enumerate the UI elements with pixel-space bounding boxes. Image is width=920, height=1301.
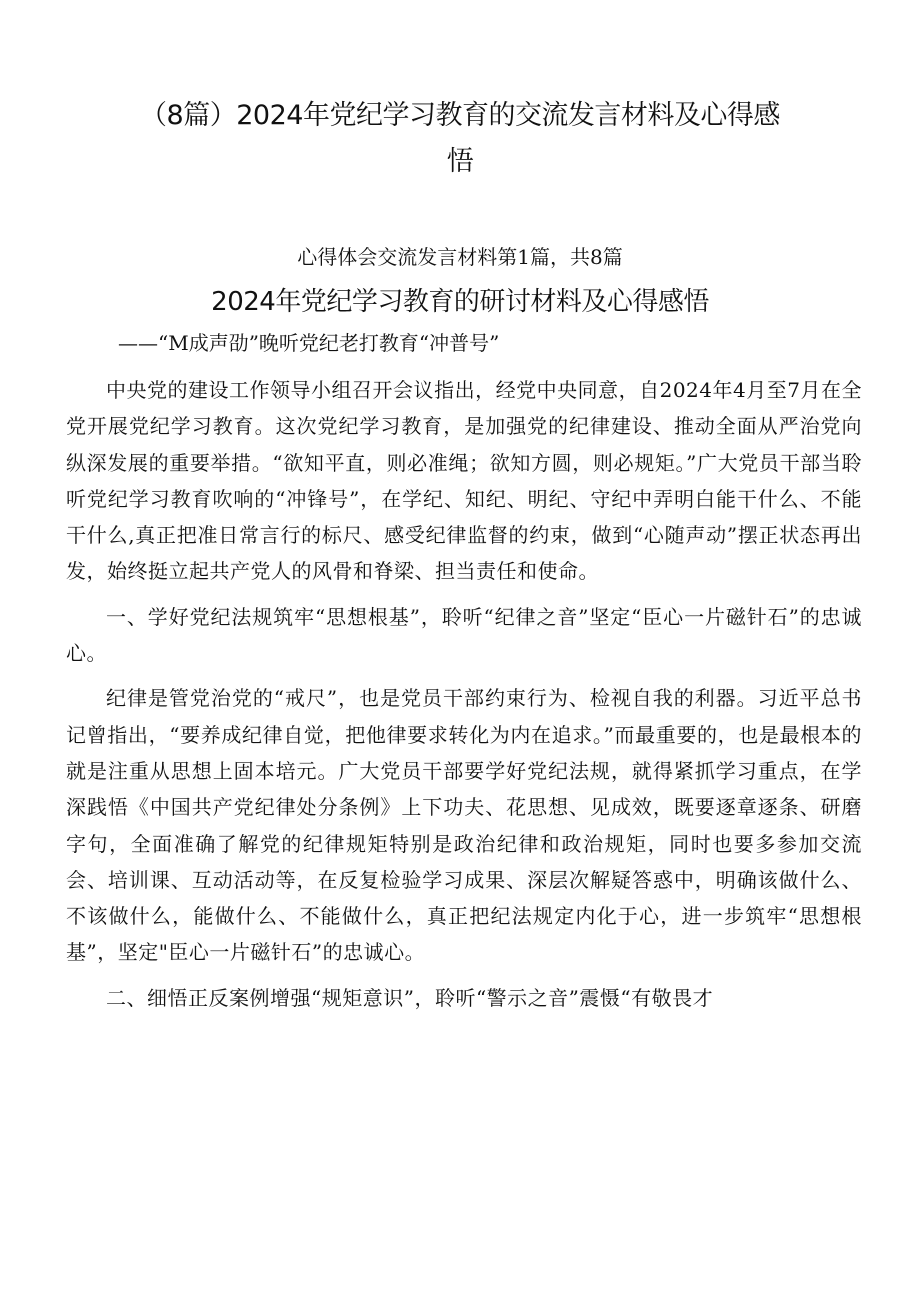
document-title-line-2: 悟 [446, 146, 474, 177]
document-title [100, 93, 820, 185]
article-title: 2024年党纪学习教育的研讨材料及心得感悟 [211, 287, 709, 317]
section-heading-1: 一、学好党纪法规筑牢“思想根基”，聆听“纪律之音”坚定“臣心一片磁针石”的忠诚心。 [66, 604, 862, 666]
section-heading-2: 二、细悟正反案例增强“规矩意识”，聆听“警示之音”震慑“有敬畏才 [106, 985, 714, 1010]
body-paragraph-intro: 中央党的建设工作领导小组召开会议指出，经党中央同意，自2024年4月至7月在全党开展党纪学习教育。这次党纪学习教育，是加强党的纪律建设、推动全面从严治党向纵深发展的重要举措。“欲知平直，则必准绳；欲知方圆，则必规矩。”广大党员干部当聆听党纪学习教育吹响的“冲锋号”，在学纪、知纪、明纪、守纪中弄明白能干什么、不能干什么,真正把准日常言行的标尺、感受纪律监督的约束，做到“心随声动”摆正状态再出发，始终挺立起共产党人的风骨和脊梁、担当责任和使命。 [66, 378, 862, 584]
document-title-line-1: （8篇）2024年党纪学习教育的交流发言材料及心得感 [140, 100, 780, 131]
body-paragraph-1: 纪律是管党治党的“戒尺”，也是党员干部约束行为、检视自我的利器。习近平总书记曾指出，“要养成纪律自觉，把他律要求转化为内在追求。”而最重要的，也是最根本的就是注重从思想上固本培元。广大党员干部要学好党纪法规，就得紧抓学习重点，在学深践悟《中国共产党纪律处分条例》上下功夫、花思想、见成效，既要逐章逐条、研磨字句，全面准确了解党的纪律规矩特别是政治纪律和政治规矩，同时也要多参加交流会、培训课、互动活动等，在反复检验学习成果、深层次解疑答惑中，明确该做什么、不该做什么，能做什么、不能做什么，真正把纪法规定内化于心，进一步筑牢“思想根基”，坚定"臣心一片磁针石”的忠诚心。 [66, 686, 862, 965]
article-body [66, 372, 862, 1025]
section-label: 心得体会交流发言材料第1篇，共8篇 [297, 245, 623, 269]
article-subtitle: ——“M成声劭”晚听党纪老打教育“冲普号” [118, 331, 500, 355]
